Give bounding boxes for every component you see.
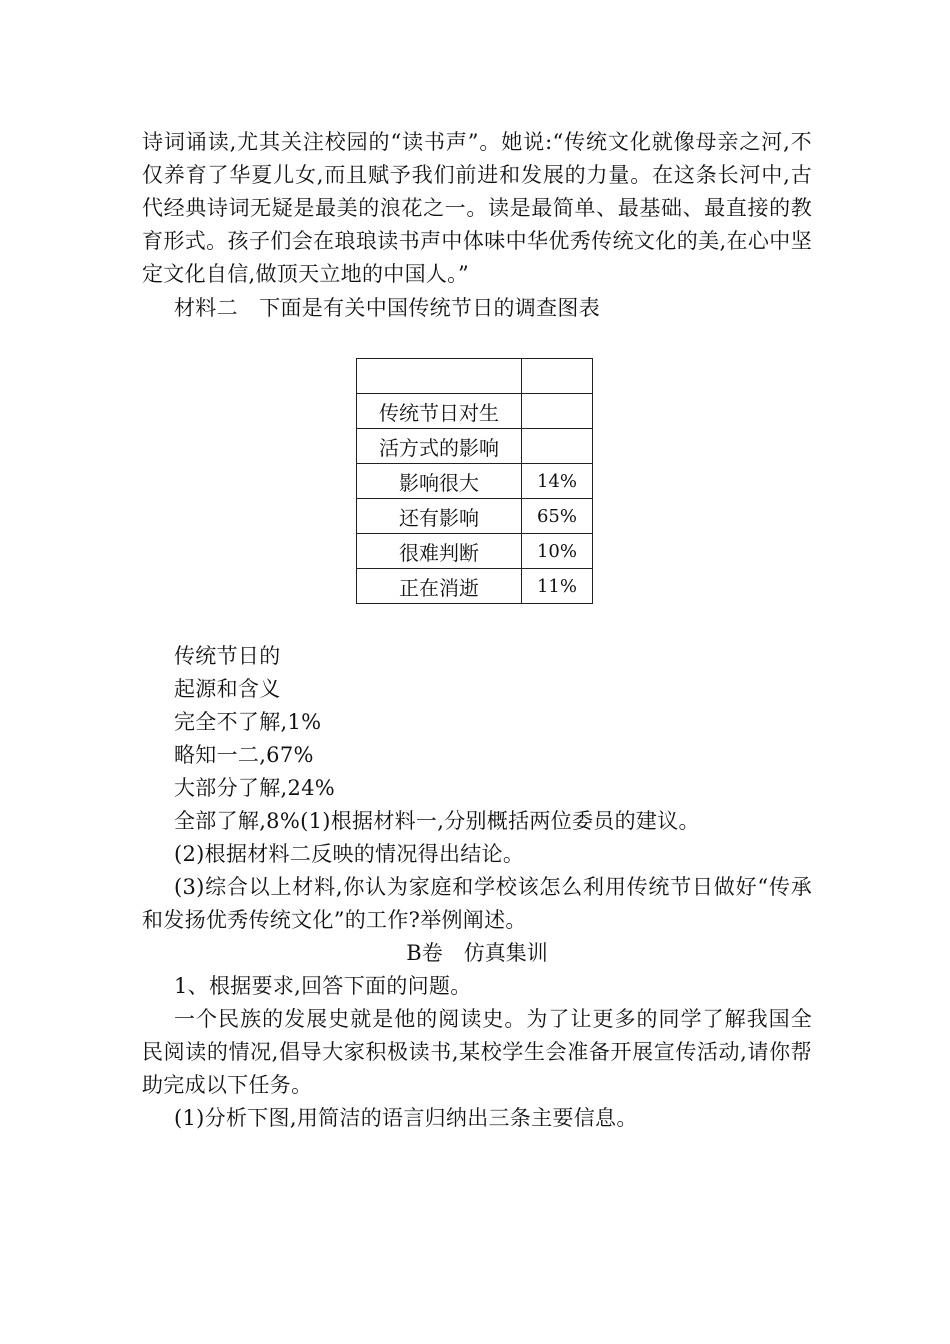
chart-label-line: 传统节日的 (174, 644, 281, 668)
survey-category-cell: 影响很大 (357, 464, 522, 499)
section-b-title: B卷 仿真集训 (406, 941, 548, 965)
question-3-paragraph: (3)综合以上材料,你认为家庭和学校该怎么利用传统节日做好“传承和发扬优秀传统文化”的工作?举例阐述。 (142, 875, 812, 932)
chart-label-line: 大部分了解,24% (174, 776, 336, 800)
survey-table-row (357, 429, 593, 464)
survey-table-row (357, 359, 593, 394)
survey-percent-cell: 14% (522, 464, 593, 499)
survey-category-cell: 传统节日对生 (357, 394, 522, 429)
chart-label-line: 略知一二,67% (174, 743, 314, 767)
survey-table-row (357, 569, 593, 604)
survey-percent-cell: 10% (522, 534, 593, 569)
question-2-line: (2)根据材料二反映的情况得出结论。 (174, 842, 525, 866)
survey-category-cell: 还有影响 (357, 499, 522, 534)
chart-label-line: 起源和含义 (174, 677, 281, 701)
survey-table-row (357, 464, 593, 499)
survey-table-row (357, 534, 593, 569)
survey-percent-cell (522, 394, 593, 429)
material-two-heading: 材料二 下面是有关中国传统节日的调查图表 (174, 296, 600, 320)
survey-percent-cell (522, 359, 593, 394)
survey-table-row (357, 499, 593, 534)
b-question-1-intro: 一个民族的发展史就是他的阅读史。为了让更多的同学了解我国全民阅读的情况,倡导大家积极读书,某校学生会准备开展宣传活动,请你帮助完成以下任务。 (142, 1007, 812, 1097)
survey-table-body (357, 359, 593, 604)
survey-percent-cell (522, 429, 593, 464)
material-one-paragraph: 诗词诵读,尤其关注校园的“读书声”。她说:“传统文化就像母亲之河,不仅养育了华夏儿女,而且赋予我们前进和发展的力量。在这条长河中,古代经典诗词无疑是最美的浪花之一。读是最简单、最基础、最直接的教育形式。孩子们会在琅琅读书声中体味中华优秀传统文化的美,在心中坚定文化自信,做顶天立地的中国人。” (142, 130, 812, 286)
survey-category-cell: 活方式的影响 (357, 429, 522, 464)
survey-table (356, 358, 593, 604)
b-question-1-heading: 1、根据要求,回答下面的问题。 (174, 974, 472, 998)
b-question-1-sub1: (1)分析下图,用简洁的语言归纳出三条主要信息。 (174, 1106, 638, 1130)
survey-category-cell: 正在消逝 (357, 569, 522, 604)
survey-table-row (357, 394, 593, 429)
survey-percent-cell: 65% (522, 499, 593, 534)
survey-percent-cell: 11% (522, 569, 593, 604)
question-1-line: 全部了解,8%(1)根据材料一,分别概括两位委员的建议。 (174, 809, 700, 833)
chart-label-line: 完全不了解,1% (174, 710, 322, 734)
survey-category-cell: 很难判断 (357, 534, 522, 569)
survey-category-cell (357, 359, 522, 394)
